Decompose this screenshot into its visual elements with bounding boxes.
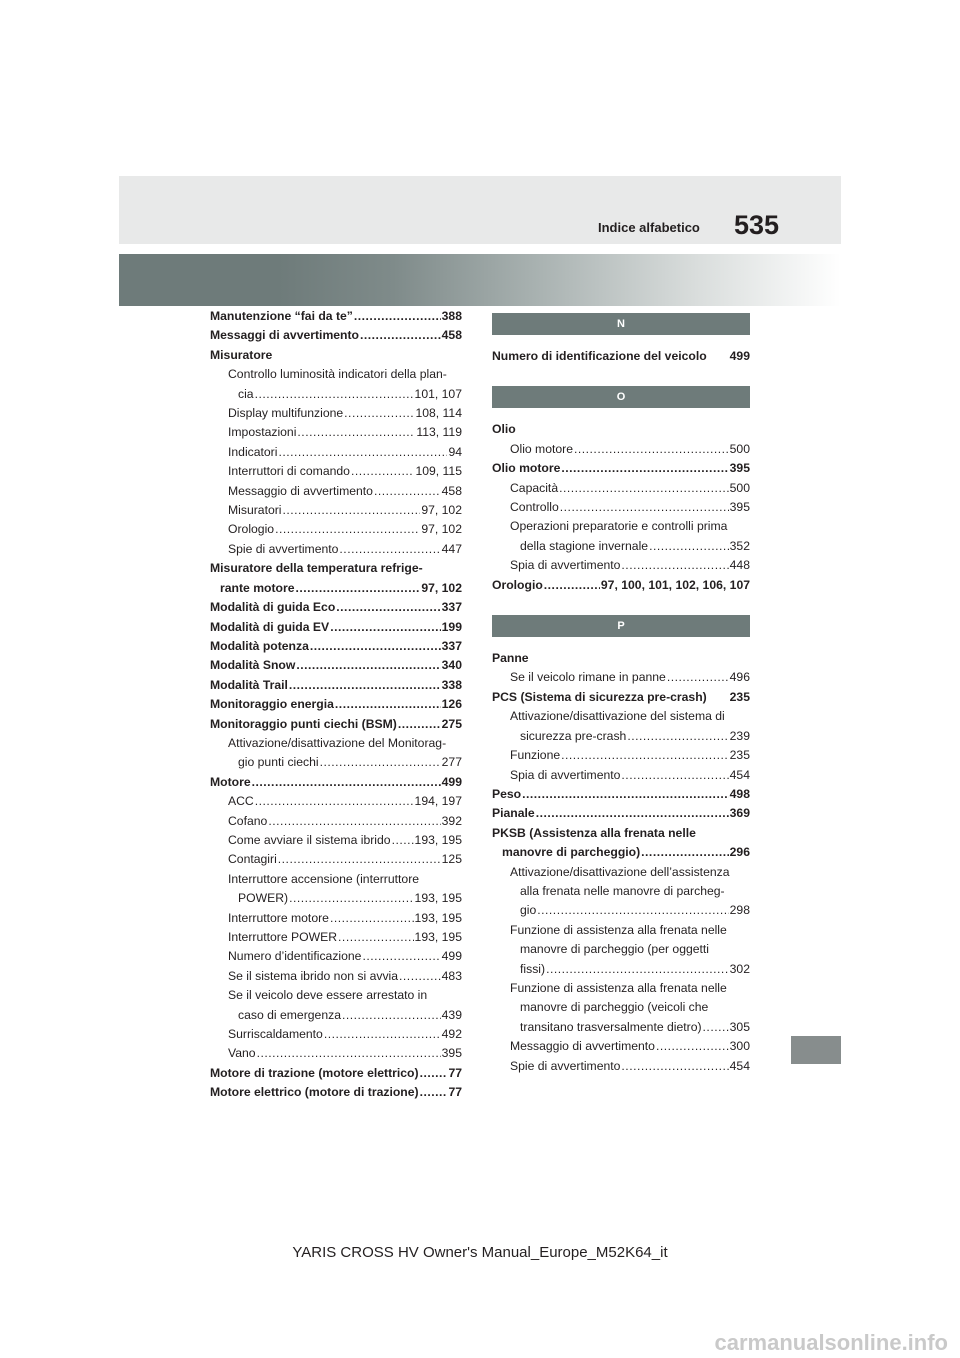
entry-label: Se il sistema ibrido non si avvia — [228, 968, 399, 983]
entry-label: Messaggio di avvertimento — [510, 1039, 655, 1054]
section-letter-bar: P — [492, 615, 750, 637]
index-entry — [492, 1018, 750, 1037]
index-entry — [210, 1044, 462, 1063]
entry-page-refs: 395 — [441, 1046, 462, 1061]
entry-page-refs: 454 — [729, 1058, 750, 1073]
entry-page-refs: 300 — [729, 1039, 750, 1054]
dot-leader — [310, 637, 441, 656]
index-entry — [210, 618, 462, 637]
entry-page-refs: 499 — [729, 349, 750, 363]
dot-leader — [335, 695, 441, 714]
index-entry — [210, 986, 462, 1005]
entry-label: gio punti ciechi — [238, 755, 319, 770]
dot-leader — [289, 889, 413, 908]
entry-page-refs: 108, 114 — [415, 406, 462, 421]
entry-label: Se il veicolo rimane in panne — [510, 670, 666, 685]
dot-leader — [641, 843, 729, 862]
entry-label: Motore elettrico (motore di trazione) — [210, 1085, 419, 1100]
entry-label: rante motore — [220, 580, 295, 595]
entry-label: manovre di parcheggio (veicoli che — [520, 1000, 709, 1015]
dot-leader — [320, 753, 441, 772]
entry-label: transitano trasversalmente dietro) — [520, 1019, 702, 1034]
entry-label: manovre di parcheggio) — [502, 845, 641, 860]
entry-page-refs: 97, 102 — [421, 580, 462, 595]
entry-label: PCS (Sistema di sicurezza pre-crash) — [492, 689, 707, 704]
entry-page-refs: 458 — [441, 328, 462, 343]
dot-leader — [342, 1006, 441, 1025]
dot-leader — [283, 501, 421, 520]
entry-page-refs: 97, 102 — [421, 503, 462, 518]
dot-leader — [330, 909, 414, 928]
index-entry — [492, 1037, 750, 1056]
dot-leader — [354, 307, 441, 326]
dot-leader — [278, 850, 441, 869]
index-entry — [492, 882, 750, 901]
dot-leader — [420, 1064, 448, 1083]
entry-label: alla frenata nelle manovre di parcheg- — [520, 883, 725, 898]
entry-label: Motore — [210, 774, 251, 789]
dot-leader — [398, 715, 441, 734]
entry-page-refs: 448 — [729, 558, 750, 573]
entry-label: Controllo luminosità indicatori della plan- — [228, 367, 447, 382]
entry-label: ACC — [228, 794, 254, 809]
entry-page-refs: 193, 195 — [414, 910, 462, 925]
index-entry — [492, 649, 750, 668]
index-entry — [492, 707, 750, 726]
index-entry — [492, 940, 750, 959]
entry-label: Misuratore — [210, 347, 273, 362]
entry-page-refs: 101, 107 — [414, 386, 462, 401]
dot-leader — [621, 766, 728, 785]
entry-label: Panne — [492, 651, 529, 666]
index-entry — [210, 462, 462, 481]
index-entry — [492, 576, 750, 595]
dot-leader — [656, 1037, 729, 1056]
dot-leader — [561, 459, 728, 478]
index-entry — [492, 979, 750, 998]
entry-label: Messaggio di avvertimento — [228, 483, 373, 498]
entry-page-refs: 337 — [441, 638, 462, 653]
entry-page-refs: 94 — [448, 444, 462, 459]
index-entry — [210, 967, 462, 986]
entry-label: Spie di avvertimento — [510, 1058, 621, 1073]
index-entry — [210, 1006, 462, 1025]
index-entry — [492, 901, 750, 920]
entry-label: Orologio — [228, 522, 275, 537]
dot-leader — [297, 423, 415, 442]
entry-label: gio — [520, 903, 537, 918]
entry-label: Indicatori — [228, 444, 278, 459]
entry-label: Peso — [492, 786, 522, 801]
entry-label: Attivazione/disattivazione dell’assistenza — [510, 864, 730, 879]
dot-leader — [289, 676, 441, 695]
index-entry — [492, 921, 750, 940]
entry-label: Funzione — [510, 748, 561, 763]
index-entry — [210, 812, 462, 831]
entry-label: Attivazione/disattivazione del Monitorag- — [228, 735, 447, 750]
index-entry — [210, 520, 462, 539]
entry-page-refs: 235 — [729, 748, 750, 763]
entry-page-refs: 500 — [729, 480, 750, 495]
entry-page-refs: 126 — [441, 697, 462, 712]
entry-page-refs: 388 — [441, 309, 462, 323]
index-entry — [210, 870, 462, 889]
entry-label: Vano — [228, 1046, 256, 1061]
entry-label: Modalità potenza — [210, 638, 309, 653]
dot-leader — [351, 462, 415, 481]
index-entry — [492, 688, 750, 707]
entry-label: Orologio — [492, 577, 543, 592]
chapter-tab — [791, 1036, 841, 1064]
entry-page-refs: 199 — [441, 619, 462, 634]
index-entry — [210, 540, 462, 559]
index-entry — [210, 326, 462, 345]
index-entry — [210, 695, 462, 714]
index-entry — [492, 517, 750, 536]
index-entry — [492, 824, 750, 843]
dot-leader — [362, 947, 440, 966]
entry-page-refs: 454 — [729, 767, 750, 782]
entry-page-refs: 193, 195 — [414, 832, 462, 847]
entry-page-refs: 77 — [448, 1085, 462, 1100]
entry-page-refs: 492 — [441, 1027, 462, 1042]
index-entry — [210, 831, 462, 850]
entry-label: Display multifunzione — [228, 406, 344, 421]
dot-leader — [667, 668, 729, 687]
index-entry — [210, 676, 462, 695]
index-entry — [210, 889, 462, 908]
index-entry — [210, 734, 462, 753]
entry-label: Se il veicolo deve essere arrestato in — [228, 988, 428, 1003]
index-entry — [210, 792, 462, 811]
entry-label: Controllo — [510, 500, 559, 515]
entry-page-refs: 109, 115 — [415, 464, 462, 479]
entry-page-refs: 338 — [441, 677, 462, 692]
entry-label: Motore di trazione (motore elettrico) — [210, 1065, 419, 1080]
index-entry — [492, 843, 750, 862]
entry-label: Contagiri — [228, 852, 277, 867]
index-entry — [492, 440, 750, 459]
index-entry — [210, 365, 462, 384]
index-entry — [210, 404, 462, 423]
entry-page-refs: 483 — [441, 968, 462, 983]
index-entry — [492, 785, 750, 804]
entry-label: Interruttore POWER — [228, 930, 338, 944]
dot-leader — [420, 1083, 448, 1102]
index-entry — [210, 1025, 462, 1044]
entry-page-refs: 235 — [729, 689, 750, 704]
dot-leader — [522, 785, 729, 804]
entry-page-refs: 340 — [441, 658, 462, 673]
entry-page-refs: 125 — [441, 852, 462, 867]
index-entry — [492, 727, 750, 746]
entry-label: Spie di avvertimento — [228, 541, 339, 556]
watermark: carmanualsonline.info — [714, 1330, 948, 1355]
index-entry — [210, 1064, 462, 1083]
section-title: Indice alfabetico — [598, 220, 700, 235]
entry-page-refs: 113, 119 — [416, 425, 462, 440]
entry-page-refs: 499 — [441, 774, 462, 789]
entry-page-refs: 194, 197 — [414, 794, 462, 809]
entry-label: Modalità Snow — [210, 658, 296, 673]
entry-page-refs: 302 — [729, 961, 750, 976]
index-entry — [210, 307, 462, 326]
index-entry — [492, 459, 750, 478]
dot-leader — [544, 576, 600, 595]
entry-label: Olio motore — [492, 461, 561, 476]
entry-label: Cofano — [228, 813, 268, 828]
index-entry — [210, 850, 462, 869]
entry-page-refs: 305 — [729, 1019, 750, 1034]
entry-label: Interruttori di comando — [228, 464, 350, 479]
dot-leader — [324, 1025, 441, 1044]
index-entry — [210, 423, 462, 442]
index-entry — [210, 385, 462, 404]
index-entry — [210, 501, 462, 520]
dot-leader — [399, 967, 441, 986]
entry-label: Messaggi di avvertimento — [210, 328, 360, 343]
entry-label: PKSB (Assistenza alla frenata nelle — [492, 825, 696, 840]
index-entry — [210, 346, 462, 365]
entry-page-refs: 369 — [729, 806, 750, 821]
dot-leader — [546, 960, 729, 979]
dot-leader — [252, 773, 441, 792]
entry-label: manovre di parcheggio (per oggetti — [520, 942, 710, 957]
dot-leader — [374, 482, 441, 501]
entry-label: Funzione di assistenza alla frenata nelle — [510, 980, 727, 995]
dot-leader — [537, 901, 728, 920]
entry-label: Pianale — [492, 806, 535, 821]
entry-label: POWER) — [238, 891, 289, 906]
index-entry — [210, 443, 462, 462]
entry-page-refs: 392 — [441, 813, 462, 828]
dot-leader — [574, 440, 729, 459]
entry-label: Surriscaldamento — [228, 1027, 323, 1042]
entry-label: Impostazioni — [228, 425, 297, 440]
index-entry — [492, 863, 750, 882]
index-entry — [492, 556, 750, 575]
dot-leader — [257, 1044, 441, 1063]
entry-label: Operazioni preparatorie e controlli prima — [510, 519, 728, 534]
dot-leader — [344, 404, 414, 423]
index-entry — [210, 637, 462, 656]
entry-label: Interruttore motore — [228, 910, 329, 925]
section-letter-bar: N — [492, 313, 750, 335]
dot-leader — [559, 479, 729, 498]
entry-page-refs: 193, 195 — [414, 930, 462, 944]
entry-page-refs: 395 — [729, 461, 750, 476]
entry-label: caso di emergenza — [238, 1007, 341, 1022]
dot-leader — [275, 520, 420, 539]
dot-leader — [627, 727, 728, 746]
index-entry — [210, 579, 462, 598]
entry-label: cia — [238, 386, 254, 401]
entry-page-refs: 298 — [729, 903, 750, 918]
entry-label: Modalità di guida EV — [210, 619, 330, 634]
entry-label: Spia di avvertimento — [510, 767, 621, 782]
entry-label: Numero di identificazione del veicolo — [492, 349, 707, 363]
index-entry — [210, 909, 462, 928]
dot-leader — [255, 385, 414, 404]
entry-label: Olio — [492, 422, 516, 437]
index-entry — [492, 668, 750, 687]
entry-page-refs: 275 — [441, 716, 462, 731]
index-entry — [210, 715, 462, 734]
index-entry — [492, 960, 750, 979]
entry-label: Monitoraggio energia — [210, 697, 334, 712]
index-entry — [210, 928, 462, 947]
entry-label: Modalità di guida Eco — [210, 600, 336, 615]
entry-label: Come avviare il sistema ibrido — [228, 832, 391, 847]
entry-label: Spia di avvertimento — [510, 558, 621, 573]
entry-label: Modalità Trail — [210, 677, 288, 692]
entry-page-refs: 447 — [441, 541, 462, 556]
index-entry — [492, 498, 750, 517]
dot-leader — [561, 746, 729, 765]
entry-label: sicurezza pre-crash — [520, 728, 627, 743]
entry-page-refs: 337 — [441, 600, 462, 615]
entry-label: fissi) — [520, 961, 546, 976]
entry-page-refs: 97, 100, 101, 102, 106, 107 — [600, 577, 750, 592]
entry-label: Olio motore — [510, 441, 573, 456]
entry-page-refs: 193, 195 — [414, 891, 462, 906]
entry-page-refs: 77 — [448, 1065, 462, 1080]
index-entry — [492, 1057, 750, 1076]
dot-leader — [278, 443, 447, 462]
dot-leader — [296, 579, 421, 598]
entry-label: Funzione di assistenza alla frenata nelle — [510, 922, 727, 937]
entry-label: Misuratore della temperatura refrige- — [210, 561, 423, 576]
index-column-left — [210, 307, 462, 1103]
dot-leader — [621, 556, 728, 575]
index-entry — [210, 753, 462, 772]
entry-page-refs: 458 — [441, 483, 462, 498]
header-band — [119, 176, 841, 244]
dot-leader — [621, 1057, 728, 1076]
index-entry — [210, 482, 462, 501]
index-entry — [210, 773, 462, 792]
entry-label: Misuratori — [228, 503, 282, 518]
entry-page-refs: 239 — [729, 728, 750, 743]
entry-label: Manutenzione “fai da te” — [210, 309, 353, 323]
entry-label: Interruttore accensione (interruttore — [228, 871, 420, 886]
dot-leader — [703, 1018, 729, 1037]
entry-label: Attivazione/disattivazione del sistema di — [510, 709, 725, 724]
index-column-right — [492, 307, 750, 1076]
dot-leader — [336, 598, 440, 617]
index-entry — [210, 656, 462, 675]
dot-leader — [560, 498, 729, 517]
entry-page-refs: 395 — [729, 500, 750, 515]
entry-page-refs: 296 — [729, 845, 750, 860]
entry-page-refs: 352 — [729, 538, 750, 553]
dot-leader — [339, 540, 440, 559]
entry-page-refs: 439 — [441, 1007, 462, 1022]
page-number: 535 — [734, 210, 780, 240]
entry-page-refs: 499 — [441, 949, 462, 964]
footer-text: YARIS CROSS HV Owner's Manual_Europe_M52K64_it — [292, 1244, 668, 1261]
decorative-gradient-bar — [119, 254, 841, 306]
index-entry — [210, 1083, 462, 1102]
index-entry — [492, 804, 750, 823]
dot-leader — [392, 831, 414, 850]
index-entry — [492, 998, 750, 1017]
index-entry — [492, 537, 750, 556]
entry-label: Capacità — [510, 480, 559, 495]
index-entry — [210, 559, 462, 578]
entry-label: Monitoraggio punti ciechi (BSM) — [210, 716, 397, 731]
entry-page-refs: 496 — [729, 670, 750, 685]
entry-page-refs: 97, 102 — [421, 522, 462, 537]
index-entry — [492, 420, 750, 439]
dot-leader — [255, 792, 414, 811]
entry-page-refs: 498 — [729, 786, 750, 801]
entry-label: della stagione invernale — [520, 538, 649, 553]
index-entry — [210, 947, 462, 966]
dot-leader — [360, 326, 441, 345]
dot-leader — [649, 537, 729, 556]
entry-label: Numero d’identificazione — [228, 949, 362, 964]
dot-leader — [330, 618, 440, 637]
dot-leader — [296, 656, 440, 675]
dot-leader — [536, 804, 729, 823]
index-entry — [210, 598, 462, 617]
index-entry — [492, 746, 750, 765]
index-entry — [492, 347, 750, 366]
dot-leader — [338, 928, 414, 947]
entry-page-refs: 277 — [441, 755, 462, 770]
index-entry — [492, 766, 750, 785]
section-letter-bar: O — [492, 386, 750, 408]
entry-page-refs: 500 — [729, 441, 750, 456]
index-entry — [492, 479, 750, 498]
dot-leader — [268, 812, 440, 831]
